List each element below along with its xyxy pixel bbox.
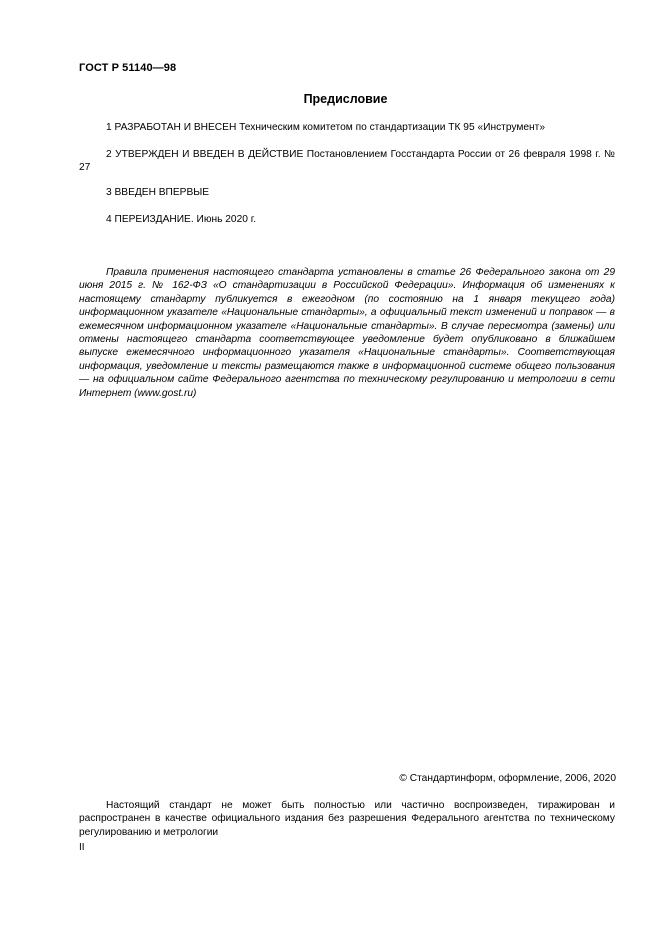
application-rules-notice: Правила применения настоящего стандарта установлены в статье 26 Федерального закона от 29 июня 2015 г. № 162-ФЗ «О стандартизации в Российской Федерации». Информация об изменениях к настоящему стандарту публикуется в ежегодном (по состоянию на 1 января текущего года) информационном указателе «Национальные стандарты», а официальный текст изменений и поправок — в ежемесячном информационном указателе «Национальные стандарты». В случае пересмотра (замены) или отмены настоящего стандарта соответствующее уведомление будет опубликовано в ближайшем выпуске ежемесячного информационного указателя «Национальные стандарты». Соответствующая информация, уведомление и тексты размещаются также в информационной системе общего пользования — на официальном сайте Федерального агентства по техническому регулированию и метрологии в сети Интернет (www.gost.ru) (79, 267, 615, 399)
foreword-item-reissue: 4 ПЕРЕИЗДАНИЕ. Июнь 2020 г. (106, 214, 257, 225)
foreword-item-approved: 2 УТВЕРЖДЕН И ВВЕДЕН В ДЕЙСТВИЕ Постановлением Госстандарта России от 26 февраля 1998 г. № 27 (79, 149, 615, 173)
reproduction-notice: Настоящий стандарт не может быть полностью или частично воспроизведен, тиражирован и распространен в качестве официального издания без разрешения Федерального агентства по техническому регулированию и метрологии (79, 800, 615, 838)
foreword-item-developed: 1 РАЗРАБОТАН И ВНЕСЕН Техническим комитетом по стандартизации ТК 95 «Инструмент» (106, 122, 545, 133)
foreword-item-introduced: 3 ВВЕДЕН ВПЕРВЫЕ (106, 187, 210, 198)
document-code-header: ГОСТ Р 51140—98 (79, 62, 177, 74)
page-number: II (79, 842, 85, 853)
foreword-title: Предисловие (303, 92, 388, 106)
copyright-line: © Стандартинформ, оформление, 2006, 2020 (399, 773, 616, 784)
